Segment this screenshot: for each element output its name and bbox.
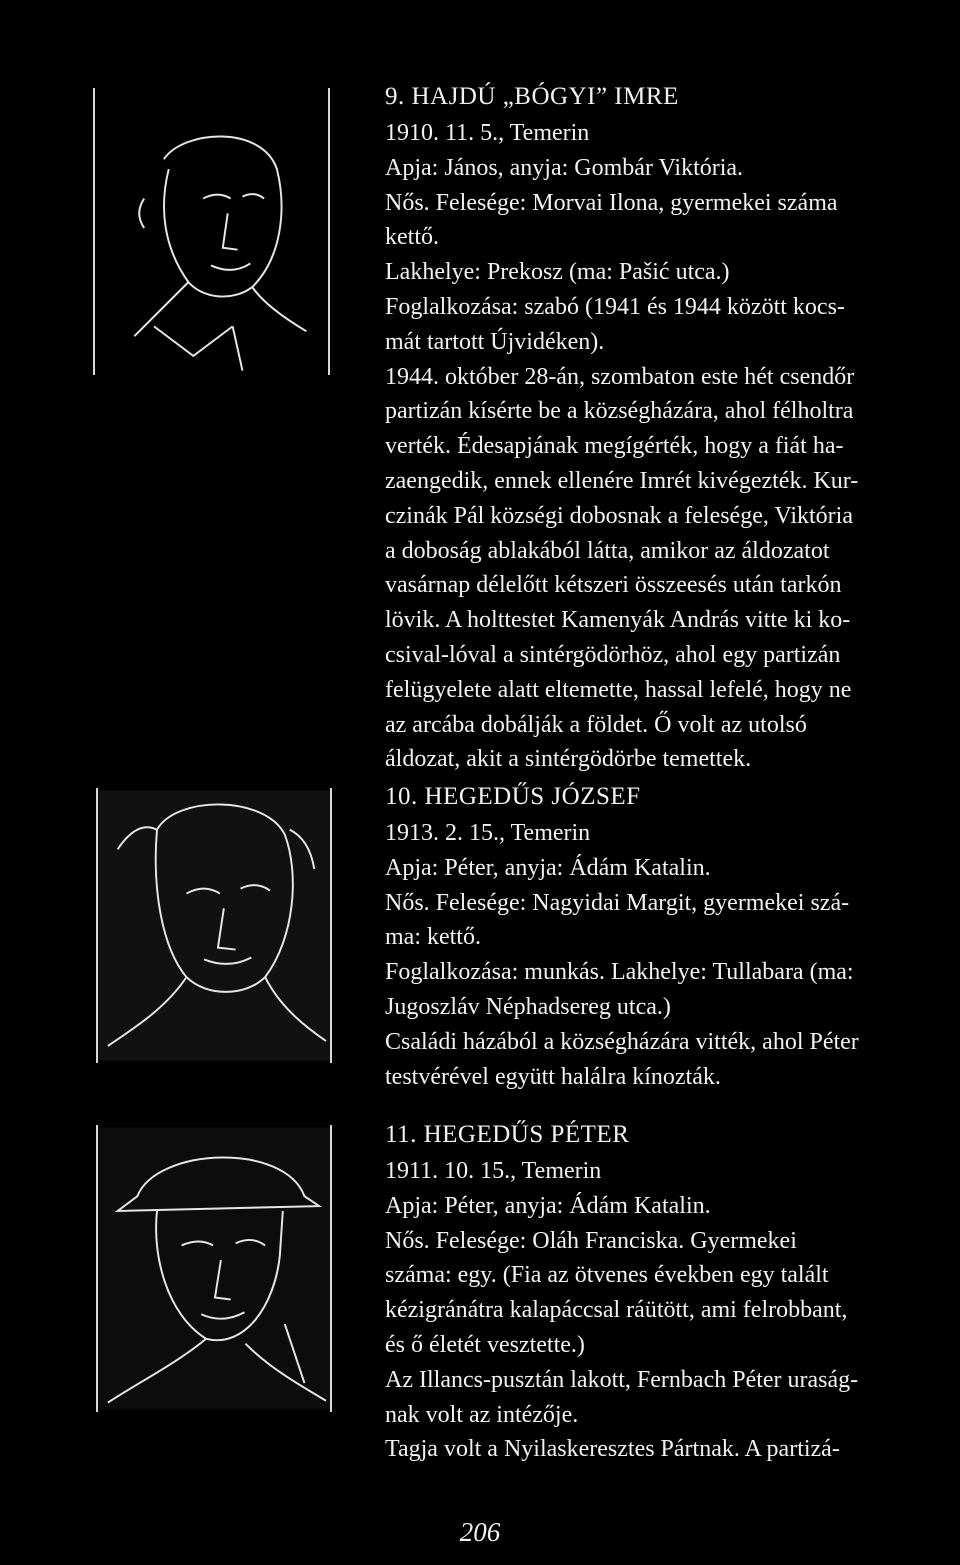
entry-line: Foglalkozása: munkás. Lakhelye: Tullabara (ma: (385, 959, 854, 986)
entry-line: Lakhelye: Prekosz (ma: Pašić utca.) (385, 259, 730, 286)
entry-line: Foglalkozása: szabó (1941 és 1944 között kocs- (385, 293, 845, 320)
entry-line: lövik. A holttestet Kamenyák András vitte ki ko- (385, 607, 851, 634)
entry-hegedus-peter (385, 1118, 955, 1467)
portrait-photo-hegedus-jozsef (96, 788, 332, 1063)
entry-line: Családi házából a községházára vitték, ahol Péter (385, 1028, 859, 1055)
entry-line: Az Illancs-pusztán lakott, Fernbach Péter uraság- (385, 1366, 859, 1393)
entry-line: Apja: Péter, anyja: Ádám Katalin. (385, 1192, 711, 1219)
entry-line: testvérével együtt halálra kínozták. (385, 1063, 721, 1090)
entry-line: 1913. 2. 15., Temerin (385, 820, 591, 846)
entry-line: és ő életét vesztette.) (385, 1331, 585, 1358)
entry-line: csival-lóval a sintérgödörhöz, ahol egy partizán (385, 641, 841, 668)
entry-line: az arcába dobálják a földet. Ő volt az utolsó (385, 711, 807, 738)
entry-line: verték. Édesapjának megígérték, hogy a fiát ha- (385, 433, 844, 460)
entry-line: mát tartott Újvidéken). (385, 328, 605, 355)
entry-title: 10. HEGEDŰS JÓZSEF (385, 783, 641, 810)
entry-line: 1911. 10. 15., Temerin (385, 1158, 602, 1184)
page-number: 206 (459, 1517, 501, 1547)
entry-line: Jugoszláv Néphadsereg utca.) (385, 993, 671, 1020)
portrait-line-art (98, 788, 330, 1063)
entry-line: felügyelete alatt eltemette, hassal lefelé, hogy ne (385, 676, 852, 703)
entry-hajdu-imre (385, 80, 955, 777)
entry-line: áldozat, akit a sintérgödörbe temettek. (385, 746, 752, 773)
entry-line: Apja: János, anyja: Gombár Viktória. (385, 154, 744, 181)
entry-line: czinák Pál községi dobosnak a felesége, Viktória (385, 502, 853, 529)
entry-line: Nős. Felesége: Morvai Ilona, gyermekei száma (385, 189, 838, 216)
entry-line: zaengedik, ennek ellenére Imrét kivégezték. Kur- (385, 467, 859, 494)
entry-line: kettő. (385, 224, 439, 251)
portrait-photo-hajdu-imre (93, 88, 330, 375)
entry-line: Nős. Felesége: Oláh Franciska. Gyermekei (385, 1227, 797, 1254)
entry-line: ma: kettő. (385, 924, 481, 951)
entry-title: 11. HEGEDŰS PÉTER (385, 1121, 630, 1148)
entry-line: nak volt az intézője. (385, 1401, 579, 1428)
entry-title: 9. HAJDÚ „BÓGYI” IMRE (385, 83, 679, 110)
entry-line: Tagja volt a Nyilaskeresztes Pártnak. A partizá- (385, 1436, 840, 1463)
entry-line: partizán kísérte be a községházára, ahol félholtra (385, 398, 854, 425)
entry-line: száma: egy. (Fia az ötvenes években egy talált (385, 1262, 829, 1289)
entry-line: kézigránátra kalapáccsal ráütött, ami felrobbant, (385, 1297, 848, 1324)
entry-line: Apja: Péter, anyja: Ádám Katalin. (385, 854, 711, 881)
portrait-photo-hegedus-peter (96, 1125, 332, 1412)
entry-hegedus-jozsef (385, 780, 955, 1094)
entry-line: a doboság ablakából látta, amikor az áldozatot (385, 537, 830, 564)
entry-line: Nős. Felesége: Nagyidai Margit, gyermekei szá- (385, 889, 850, 916)
portrait-line-art (98, 1125, 330, 1412)
entry-line: 1944. október 28-án, szombaton este hét csendőr (385, 363, 855, 390)
entry-line: vasárnap délelőtt kétszeri összeesés után tarkón (385, 572, 842, 599)
entry-line: 1910. 11. 5., Temerin (385, 120, 590, 146)
portrait-line-art (95, 88, 328, 375)
